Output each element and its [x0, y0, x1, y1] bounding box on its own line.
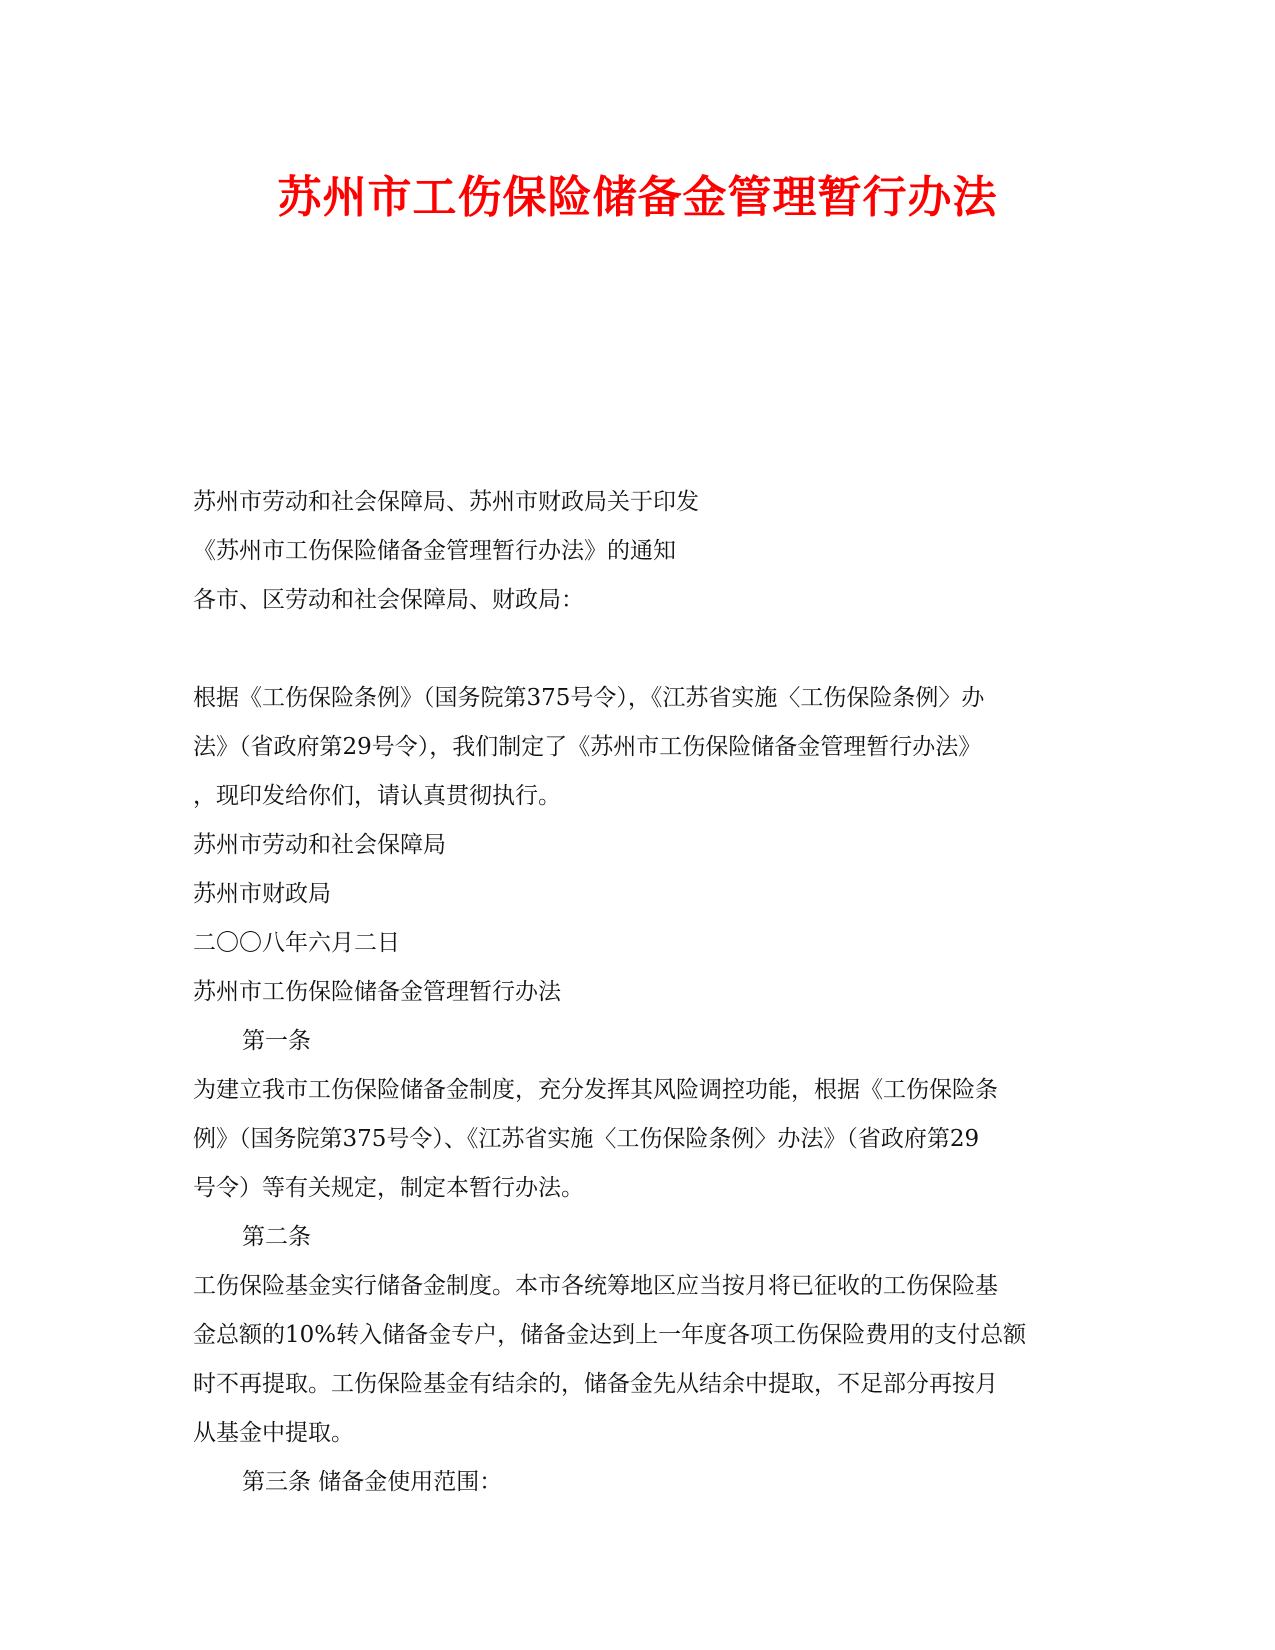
article-2-line-3: 时不再提取。工伤保险基金有结余的，储备金先从结余中提取，不足部分再按月: [193, 1371, 998, 1397]
notice-line-1: 苏州市劳动和社会保障局、苏州市财政局关于印发: [193, 489, 699, 515]
article-1-line-2: 例》（国务院第375号令）、《江苏省实施〈工伤保险条例〉办法》（省政府第29: [193, 1126, 980, 1152]
article-1-heading: 第一条: [242, 1028, 311, 1054]
document-title: 苏州市工伤保险储备金管理暂行办法: [277, 172, 998, 223]
article-1-line-1: 为建立我市工伤保险储备金制度，充分发挥其风险调控功能，根据《工伤保险条: [193, 1077, 998, 1103]
article-2-heading: 第二条: [242, 1224, 311, 1250]
article-2-line-4: 从基金中提取。: [193, 1420, 354, 1446]
article-1-line-3: 号令）等有关规定，制定本暂行办法。: [193, 1175, 584, 1201]
document-heading: 苏州市工伤保险储备金管理暂行办法: [193, 979, 561, 1005]
document-body: [193, 478, 1093, 1507]
article-2-line-2: 金总额的10%转入储备金专户，储备金达到上一年度各项工伤保险费用的支付总额: [193, 1322, 1027, 1348]
paragraph-gap: [193, 625, 1093, 674]
issuer-finance-bureau: 苏州市财政局: [193, 881, 331, 907]
notice-addressee: 各市、区劳动和社会保障局、财政局：: [193, 587, 584, 613]
article-2-line-1: 工伤保险基金实行储备金制度。本市各统筹地区应当按月将已征收的工伤保险基: [193, 1273, 998, 1299]
notice-line-2: 《苏州市工伤保险储备金管理暂行办法》的通知: [193, 538, 676, 564]
issue-date: 二〇〇八年六月二日: [193, 930, 400, 956]
intro-line-2: 法》（省政府第29号令），我们制定了《苏州市工伤保险储备金管理暂行办法》: [193, 734, 982, 760]
issuer-labor-bureau: 苏州市劳动和社会保障局: [193, 832, 446, 858]
intro-line-1: 根据《工伤保险条例》（国务院第375号令），《江苏省实施〈工伤保险条例〉办: [193, 685, 985, 711]
intro-line-3: ，现印发给你们，请认真贯彻执行。: [193, 783, 561, 809]
article-3-heading: 第三条 储备金使用范围：: [242, 1469, 503, 1495]
